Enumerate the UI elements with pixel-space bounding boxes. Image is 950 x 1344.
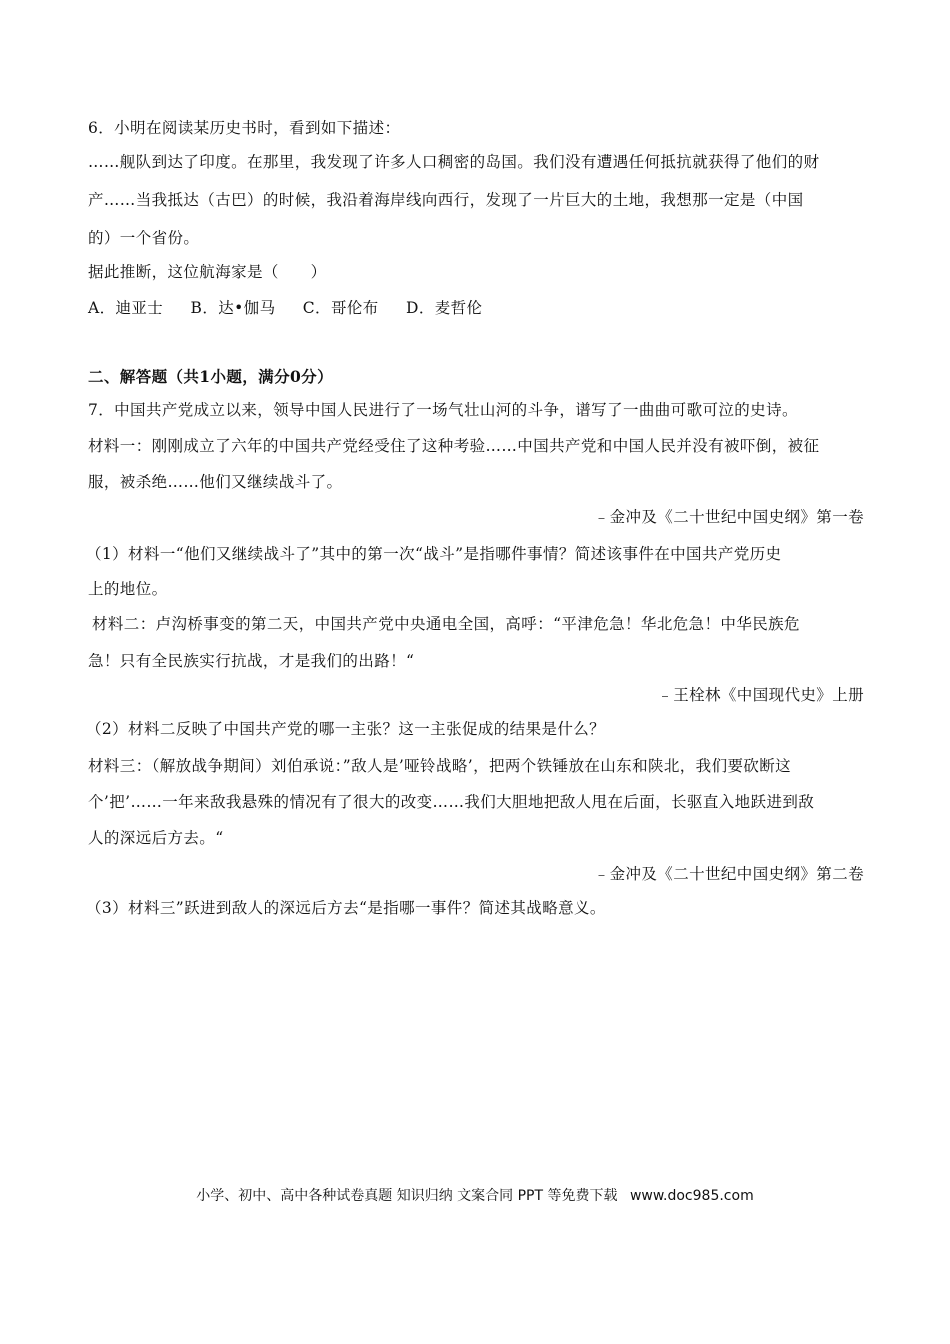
q6-option-a: A．迪亚士 (88, 299, 164, 317)
material-3-source: ﹣金冲及《二十世纪中国史纲》第二卷 (593, 865, 864, 883)
footer (0, 1186, 950, 1206)
sub-question-2: （2）材料二反映了中国共产党的哪一主张？这一主张促成的结果是什么？ (86, 720, 606, 738)
q6-quote-line: 产……当我抵达（古巴）的时候，我沿着海岸线向西行，发现了一片巨大的土地，我想那一定是（中国 (88, 191, 804, 209)
material-1-source: ﹣金冲及《二十世纪中国史纲》第一卷 (593, 508, 864, 526)
q6-options (88, 297, 864, 319)
sub-question-3: （3）材料三”跃进到敌人的深远后方去“是指哪一事件？简述其战略意义。 (86, 899, 606, 917)
q6-option-b: B．达•伽马 (190, 299, 276, 317)
q6-option-c: C．哥伦布 (302, 299, 379, 317)
sub-question-1-cont: 上的地位。 (88, 580, 168, 598)
footer-text: 小学、初中、高中各种试卷真题 知识归纳 文案合同 PPT 等免费下载 (196, 1188, 618, 1204)
material-1-line: 服，被杀绝……他们又继续战斗了。 (88, 473, 343, 491)
q6-quote-line: 的）一个省份。 (88, 229, 200, 247)
material-1-line: 材料一：刚刚成立了六年的中国共产党经受住了这种考验……中国共产党和中国人民并没有被吓倒，被征 (88, 437, 820, 455)
material-2-line: 材料二：卢沟桥事变的第二天，中国共产党中央通电全国，高呼：“平津危急！华北危急！中华民族危 (92, 615, 800, 633)
material-3-line: 材料三：（解放战争期间）刘伯承说：”敌人是’哑铃战略’，把两个铁锤放在山东和陕北，我们要砍断这 (88, 757, 792, 775)
sub-question-1: （1）材料一“他们又继续战斗了”其中的第一次“战斗”是指哪件事情？简述该事件在中国共产党历史 (86, 545, 782, 563)
q6-option-d: D．麦哲伦 (406, 299, 483, 317)
q6-stem: 6．小明在阅读某历史书时，看到如下描述： (88, 119, 401, 137)
material-2-line: 急！只有全民族实行抗战，才是我们的出路！“ (88, 652, 415, 670)
q6-quote-line: ……舰队到达了印度。在那里，我发现了许多人口稠密的岛国。我们没有遭遇任何抵抗就获得了他们的财 (88, 153, 820, 171)
material-3-line: 个’把’……一年来敌我悬殊的情况有了很大的改变……我们大胆地把敌人甩在后面，长驱直入地跃进到敌 (88, 793, 815, 811)
q6-question: 据此推断，这位航海家是（ ） (88, 263, 327, 281)
footer-url[interactable]: www.doc985.com (629, 1188, 754, 1204)
q7-stem: 7．中国共产党成立以来，领导中国人民进行了一场气壮山河的斗争，谱写了一曲曲可歌可泣的史诗。 (88, 401, 798, 419)
material-2-source: ﹣王栓林《中国现代史》上册 (657, 686, 864, 704)
material-3-line: 人的深远后方去。“ (88, 829, 224, 847)
section-heading: 二、解答题（共1小题，满分0分） (88, 367, 333, 386)
